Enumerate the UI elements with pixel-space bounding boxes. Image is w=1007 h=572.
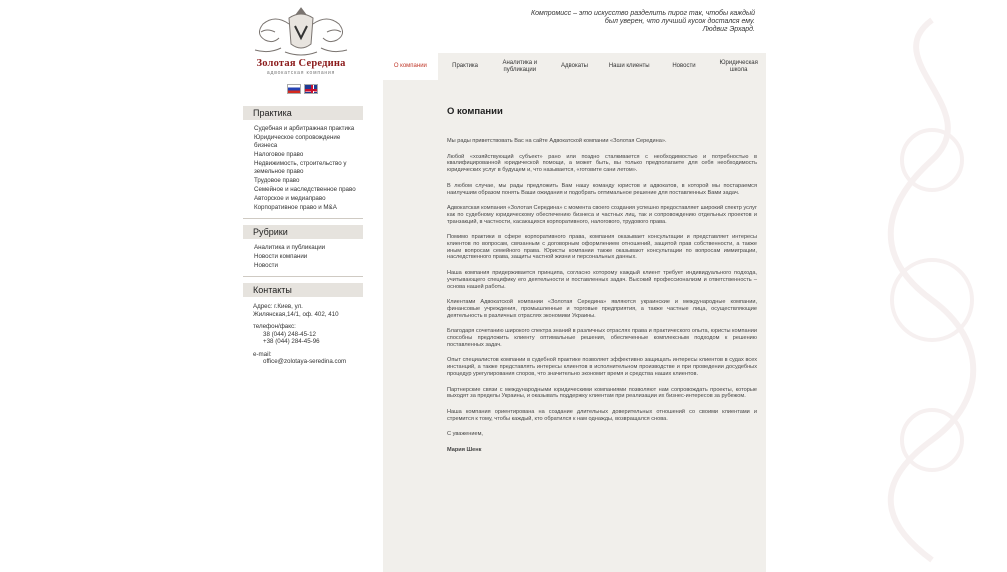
phone-label: телефон/факс:: [253, 323, 296, 330]
phone-number: 38 (044) 248-45-12: [263, 330, 316, 338]
logo-subtitle: адвокатская компания: [266, 70, 336, 76]
quote-line-1: Компромисс – это искусство разделить пирог так, чтобы каждый: [531, 10, 755, 17]
practice-item[interactable]: Недвижимость, строительство у земельное право: [254, 160, 347, 175]
sidebar-divider: [243, 218, 363, 219]
article-signoff: С уважением,: [447, 431, 483, 438]
article-paragraph: Опыт специалистов компании в судебной практике позволяет эффективно защищать интересы клиентов в судах всех инстанций, а также представлять интересы клиентов в исполнительном производстве и при проведении досудебных процедур урегулирования споров, что значительно экономит время и средства наших клиентов.: [447, 357, 757, 377]
main-navigation: [383, 53, 766, 80]
russian-flag-icon[interactable]: [287, 84, 301, 94]
nav-item-practice[interactable]: Практика: [452, 63, 479, 70]
email-label: e-mail:: [253, 350, 272, 358]
email-link[interactable]: office@zolotaya-seredina.com: [263, 358, 347, 365]
sidebar-heading-practice: Практика: [243, 106, 363, 120]
article-paragraph: Любой «хозяйствующий субъект» рано или поздно сталкивается с необходимостью и потребностью в квалифицированной юридической помощи, а может быть, вы только предполагаете для себя необходимость юридических услуг в будущем и, что называется, «готовите сани летом».: [447, 153, 757, 174]
nav-item-analytics[interactable]: Аналитика и публикации: [502, 60, 538, 73]
article-paragraph: Адвокатская компания «Золотая Середина» с момента своего создания успешно предоставляет широкий спектр услуг как по судебному юридическому обеспечению бизнеса и частных лиц, так и сопровождению отдельных проектов и транзакций, в частности, касающихся корпоративного, налогового, трудового права.: [447, 205, 757, 225]
article-paragraph: Наша компания ориентирована на создание длительных доверительных отношений со своими клиентами и стремится к тому, чтобы каждый, кто обратился к нам однажды, возвращался снова.: [447, 408, 757, 422]
article-paragraph: Наша компания придерживается принципа, согласно которому каждый клиент требует индивидуального подхода, учитывающего специфику его деятельности и поставленных задач. Высокий профессионализм и ответственность – основа нашей работы.: [447, 270, 757, 290]
contact-info: [243, 297, 363, 366]
nav-item-school[interactable]: Юридическая школа: [719, 60, 758, 73]
practice-item[interactable]: Авторское и медиаправо: [254, 195, 326, 202]
article-paragraph: В любом случае, мы рады предложить Вам нашу команду юристов и адвокатов, в которой мы постараемся наилучшим образом понять Ваши ожидания и подобрать оптимальное решение для поставленных Вами задач.: [447, 182, 757, 196]
address-label: Адрес:: [253, 303, 273, 310]
practice-item[interactable]: Трудовое право: [254, 177, 300, 184]
quote-author: Людвиг Эрхард.: [702, 26, 755, 33]
logo-name: Золотая Середина: [256, 58, 346, 69]
company-logo[interactable]: [245, 4, 357, 76]
background-ornament-icon: [857, 0, 1007, 572]
practice-list: [243, 125, 363, 212]
rubric-item[interactable]: Новости: [254, 262, 278, 269]
article-paragraph: Благодаря сочетанию широкого спектра знаний в различных отраслях права и практического опыта, юристы компании способны предложить клиенту оптимальные решения, обеспеченные комплексным подходом к решению поставленных задач.: [447, 328, 757, 348]
article-paragraph: Клиентами Адвокатской компании «Золотая Середина» являются украинские и международные компании, финансовые учреждения, промышленные и торговые предприятия, а также частные лица, осуществляющие деятельность в различных отраслях экономики Украины.: [447, 299, 757, 319]
practice-item[interactable]: Судебная и арбитражная практика: [254, 125, 355, 132]
address-city: г.Киев, ул.: [274, 303, 303, 310]
main-content: [383, 80, 766, 572]
phone-number: +38 (044) 284-45-96: [263, 338, 320, 345]
sidebar-rubrics: [243, 225, 363, 277]
quote-line-2: был уверен, что лучший кусок достался ему.: [604, 18, 755, 25]
rubrics-list: [243, 244, 363, 270]
header-quote: [300, 10, 755, 34]
article-paragraph: Партнерские связи с международными юридическими компаниями позволяют нам сопровождать проекты, которые выходят за пределы Украины, и оказывать поддержку клиентам при реализации их бизнес-интересов за рубежом.: [447, 386, 757, 400]
sidebar: [243, 106, 363, 372]
english-flag-icon[interactable]: [304, 84, 318, 94]
article-paragraph: Помимо практики в сфере корпоративного права, компания оказывает консультации и представляет интересы клиентов по вопросам, связанным с договорным оформлением отношений, защитой прав собственности, а также иным вопросам семейного права. Юристы компании также оказывают консультации по вопросам иммиграции, наследственного права, защиты частной жизни и персональных данных.: [447, 234, 757, 261]
sidebar-divider: [243, 276, 363, 277]
nav-item-lawyers[interactable]: Адвокаты: [561, 63, 588, 70]
sidebar-heading-contacts: Контакты: [243, 283, 363, 297]
practice-item[interactable]: Семейное и наследственное право: [254, 186, 356, 193]
article-body: [447, 138, 757, 463]
rubric-item[interactable]: Новости компании: [254, 253, 308, 260]
crest-icon: [245, 4, 357, 60]
nav-item-clients[interactable]: Наши клиенты: [608, 63, 650, 70]
nav-item-about[interactable]: О компании: [383, 53, 438, 80]
address-street: Жилянская,14/1, оф. 402, 410: [253, 310, 339, 318]
sidebar-contacts: [243, 283, 363, 366]
rubric-item[interactable]: Аналитика и публикации: [254, 244, 326, 251]
article-paragraph: Мы рады приветствовать Вас на сайте Адвокатской компании «Золотая Середина».: [447, 138, 667, 144]
sidebar-practice: [243, 106, 363, 219]
language-switcher: [287, 84, 318, 94]
nav-item-news[interactable]: Новости: [672, 63, 696, 70]
page-title: О компании: [447, 106, 503, 117]
article-signature: Мария Шенк: [447, 447, 482, 454]
practice-item[interactable]: Корпоративное право и M&A: [254, 204, 337, 211]
practice-item[interactable]: Юридическое сопровождение бизнеса: [254, 134, 341, 149]
practice-item[interactable]: Налоговое право: [254, 151, 304, 158]
sidebar-heading-rubrics: Рубрики: [243, 225, 363, 239]
